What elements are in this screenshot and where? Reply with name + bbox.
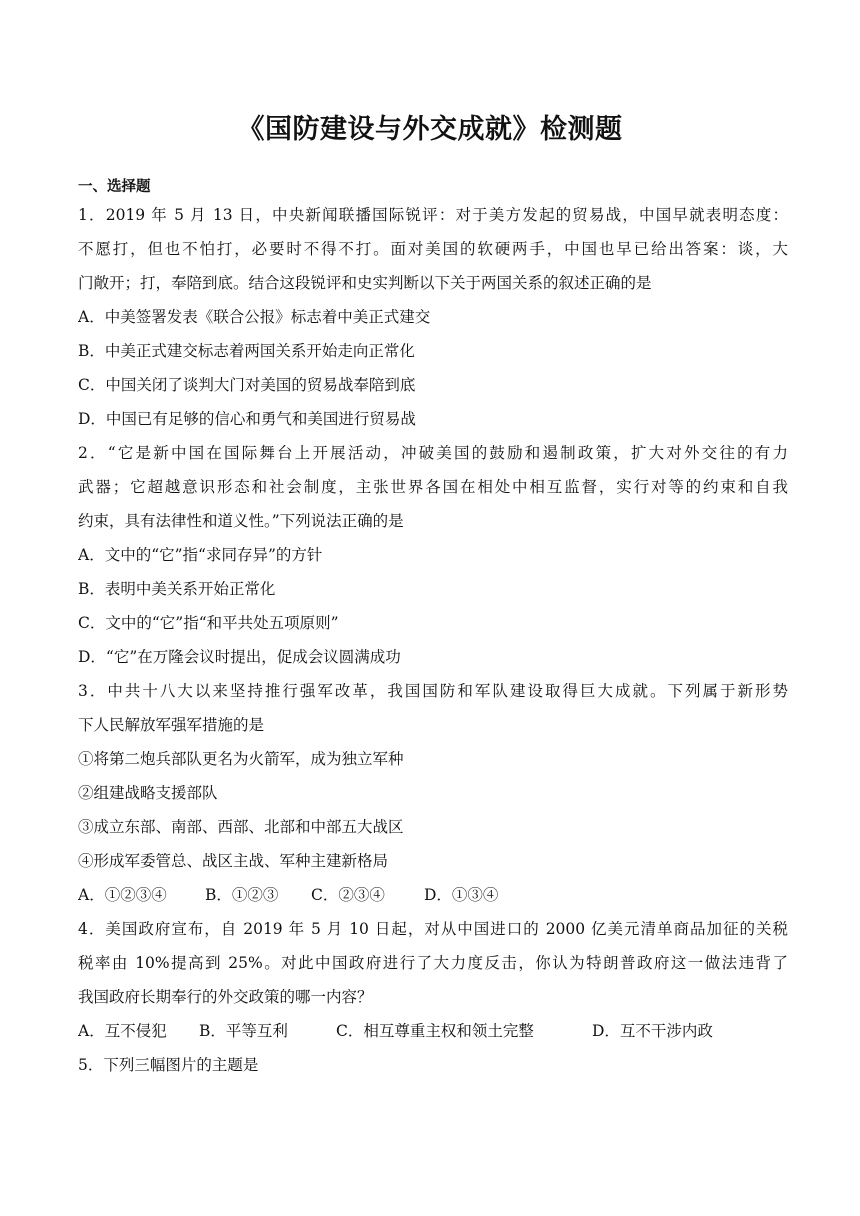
document-title: 《国防建设与外交成就》检测题 [237, 114, 623, 145]
question-text-line: 5．下列三幅图片的主题是 [78, 1056, 259, 1074]
question-2 [78, 436, 788, 674]
question-text-line: 约束，具有法律性和道义性。”下列说法正确的是 [78, 512, 404, 530]
question-text-line: 门敞开；打，奉陪到底。结合这段锐评和史实判断以下关于两国关系的叙述正确的是 [78, 274, 652, 292]
question-text-line: 3．中共十八大以来坚持推行强军改革，我国国防和军队建设取得巨大成就。下列属于新形势 [78, 682, 788, 700]
answer-option-d: D．①③④ [424, 886, 499, 904]
section-heading: 一、选择题 [78, 179, 151, 195]
question-list [78, 198, 788, 1082]
question-text-line: 4．美国政府宣布，自 2019 年 5 月 10 日起，对从中国进口的 2000 亿美元清单商品加征的关税 [78, 920, 788, 938]
answer-option-b: B．中美正式建交标志着两国关系开始走向正常化 [78, 342, 415, 360]
question-text-line: 武器；它超越意识形态和社会制度，主张世界各国在相处中相互监督，实行对等的约束和自我 [78, 478, 788, 496]
answer-option-c: C．文中的“它”指“和平共处五项原则” [78, 614, 339, 632]
answer-option-a: A．文中的“它”指“求同存异”的方针 [78, 546, 323, 564]
answer-option-d: D．“它”在万隆会议时提出，促成会议圆满成功 [78, 648, 401, 666]
answer-option-b: B．①②③ [205, 886, 279, 904]
question-4 [78, 912, 788, 1048]
answer-option-d: D．互不干涉内政 [592, 1022, 713, 1040]
question-text-line: 下人民解放军强军措施的是 [78, 716, 265, 734]
answer-option-d: D．中国已有足够的信心和勇气和美国进行贸易战 [78, 410, 416, 428]
answer-option-a: A．中美签署发表《联合公报》标志着中美正式建交 [78, 308, 431, 326]
answer-option-c: C．相互尊重主权和领土完整 [336, 1022, 534, 1040]
answer-option-a: A．互不侵犯 [78, 1022, 167, 1040]
question-3 [78, 674, 788, 912]
answer-option-b: B．表明中美关系开始正常化 [78, 580, 276, 598]
answer-option-c: C．中国关闭了谈判大门对美国的贸易战奉陪到底 [78, 376, 416, 394]
question-text-line: 1．2019 年 5 月 13 日，中央新闻联播国际锐评：对于美方发起的贸易战，中国早就表明态度： [78, 206, 788, 224]
question-1 [78, 198, 788, 436]
question-text-line: 不愿打，但也不怕打，必要时不得不打。面对美国的软硬两手，中国也早已给出答案：谈，大 [78, 240, 788, 258]
statement-item: ①将第二炮兵部队更名为火箭军，成为独立军种 [78, 750, 404, 768]
statement-item: ③成立东部、南部、西部、北部和中部五大战区 [78, 818, 404, 836]
answer-options-row [78, 1014, 788, 1048]
answer-option-b: B．平等互利 [199, 1022, 288, 1040]
answer-option-a: A．①②③④ [78, 886, 167, 904]
statement-item: ②组建战略支援部队 [78, 784, 218, 802]
answer-option-c: C．②③④ [311, 886, 385, 904]
statement-item: ④形成军委管总、战区主战、军种主建新格局 [78, 852, 389, 870]
question-text-line: 税率由 10%提高到 25%。对此中国政府进行了大力度反击，你认为特朗普政府这一做法违背了 [78, 954, 788, 972]
answer-options-row [78, 878, 788, 912]
question-text-line: 2．“它是新中国在国际舞台上开展活动，冲破美国的鼓励和遏制政策，扩大对外交往的有力 [78, 444, 788, 462]
question-5 [78, 1048, 788, 1082]
question-text-line: 我国政府长期奉行的外交政策的哪一内容？ [78, 988, 373, 1006]
